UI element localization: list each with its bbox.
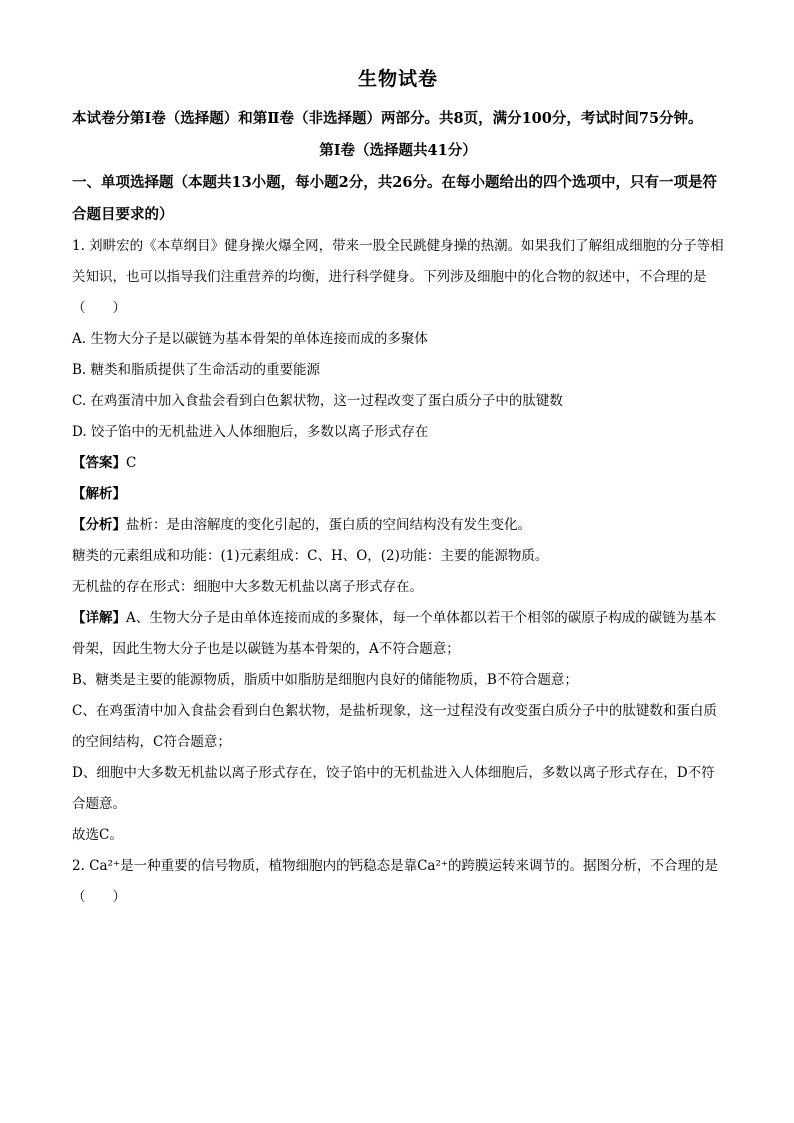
fenxi-tag: 【分析】 <box>72 517 126 533</box>
detail-a <box>72 603 724 665</box>
question-1-stem: 1. 刘畊宏的《本草纲目》健身操火爆全网，带来一股全民跳健身操的热潮。如果我们了解组成细胞的分子等相关知识，也可以指导我们注重营养的均衡，进行科学健身。下列涉及细胞中的化合物的叙述中，不合理的是（ ） <box>72 238 724 316</box>
conclusion: 故选C。 <box>72 827 123 843</box>
answer-tag: 【答案】 <box>72 455 126 471</box>
fenxi-text: 盐析：是由溶解度的变化引起的，蛋白质的空间结构没有发生变化。 <box>126 517 531 533</box>
question-2-stem: 2. Ca²⁺是一种重要的信号物质，植物细胞内的钙稳态是靠Ca²⁺的跨膜运转来调节的。据图分析，不合理的是（ ） <box>72 858 719 905</box>
exam-page <box>72 64 724 913</box>
answer-line <box>72 448 724 479</box>
answer-value: C <box>126 455 137 471</box>
analysis-line <box>72 479 724 510</box>
question-1-option-c: C. 在鸡蛋清中加入食盐会看到白色絮状物，这一过程改变了蛋白质分子中的肽键数 <box>72 393 563 409</box>
fenxi-line-3: 无机盐的存在形式：细胞中大多数无机盐以离子形式存在。 <box>72 579 423 595</box>
detail-b: B、糖类是主要的能源物质，脂质中如脂肪是细胞内良好的储能物质，B不符合题意； <box>72 672 578 688</box>
detail-a-text: A、生物大分子是由单体连接而成的多聚体，每一个单体都以若干个相邻的碳原子构成的碳链为基本骨架，因此生物大分子也是以碳链为基本骨架的，A不符合题意； <box>72 610 717 657</box>
question-1-option-b: B. 糖类和脂质提供了生命活动的重要能源 <box>72 362 321 378</box>
part-1-title: 第Ⅰ卷（选择题共41分） <box>319 142 477 159</box>
section-1-title: 一、单项选择题（本题共13小题，每小题2分，共26分。在每小题给出的四个选项中，只有一项是符合题目要求的） <box>72 174 717 223</box>
analysis-tag: 【解析】 <box>72 486 126 502</box>
question-1 <box>72 231 724 851</box>
question-1-option-a: A. 生物大分子是以碳链为基本骨架的单体连接而成的多聚体 <box>72 331 428 347</box>
question-2 <box>72 851 724 913</box>
exam-intro: 本试卷分第Ⅰ卷（选择题）和第Ⅱ卷（非选择题）两部分。共8页，满分100分，考试时间75分钟。 <box>72 110 703 127</box>
fenxi-line-2: 糖类的元素组成和功能：(1)元素组成：C、H、O，(2)功能：主要的能源物质。 <box>72 548 549 564</box>
detail-tag: 【详解】 <box>72 610 126 626</box>
question-1-option-d: D. 饺子馅中的无机盐进入人体细胞后，多数以离子形式存在 <box>72 424 429 440</box>
detail-c: C、在鸡蛋清中加入食盐会看到白色絮状物，是盐析现象，这一过程没有改变蛋白质分子中的肽键数和蛋白质的空间结构，C符合题意； <box>72 703 717 750</box>
fenxi-line <box>72 510 724 541</box>
page-title: 生物试卷 <box>357 68 438 90</box>
detail-d: D、细胞中大多数无机盐以离子形式存在，饺子馅中的无机盐进入人体细胞后，多数以离子形式存在，D不符合题意。 <box>72 765 715 812</box>
